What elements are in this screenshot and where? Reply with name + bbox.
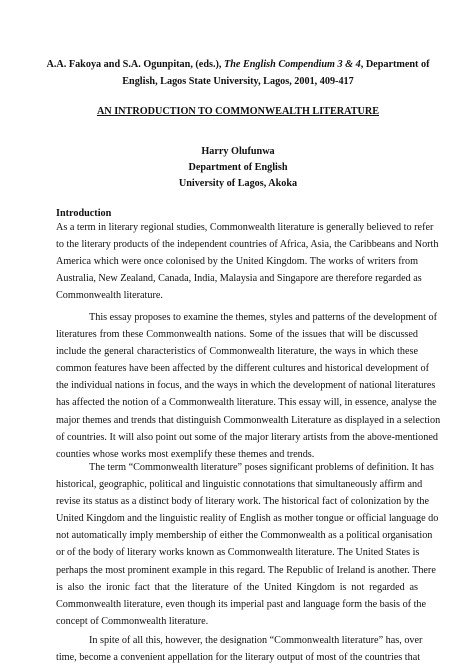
- paragraph-line: is also the ironic fact that the literature of the United Kingdom is not regarded as: [56, 581, 418, 593]
- paragraph-line: Commonwealth literature.: [56, 290, 163, 302]
- paragraph-line: time, become a convenient appellation for the literary output of most of the countries that: [56, 652, 421, 664]
- citation-line-2: English, Lagos State University, Lagos, 2001, 409-417: [122, 76, 354, 87]
- paragraph-line: common features have been affected by the different cultures and historical development of: [56, 363, 430, 375]
- paragraph-line: counties whose works most exemplify these themes and trends.: [56, 448, 315, 460]
- paragraph-line: In spite of all this, however, the designation “Commonwealth literature” has, over: [89, 635, 423, 646]
- paragraph-3: [56, 459, 439, 630]
- paragraph-1: [56, 219, 439, 304]
- citation-line-1: [36, 56, 440, 73]
- paragraph-line: Commonwealth literature, even though its imperial past and language form the basis of the: [56, 598, 427, 610]
- paragraph-line: or of the body of literary works known as Commonwealth literature. The United States is: [56, 547, 420, 559]
- citation-book-title: The English Compendium 3 & 4: [224, 59, 361, 70]
- paragraph-line: concept of Commonwealth literature.: [56, 615, 209, 627]
- paragraph-line: of countries. It will also point out some of the major literary artists from the above-mentioned: [56, 431, 438, 443]
- paragraph-line: revise its status as a distinct body of literary work. The historical fact of colonization by the: [56, 496, 429, 508]
- paragraph-line: perhaps the most prominent example in this regard. The Republic of Ireland is another. There: [56, 564, 436, 576]
- paragraph-line: The term “Commonwealth literature” poses significant problems of definition. It has: [89, 462, 434, 473]
- paragraph-line: not automatically imply membership of either the Commonwealth as a political organisation: [56, 530, 433, 542]
- paragraph-line: historical, geographic, political and linguistic connotations that simultaneously affirm and: [56, 479, 423, 491]
- citation-publisher-start: , Department of: [360, 59, 430, 70]
- paragraph-line: major themes and trends that distinguish Commonwealth Literature as displayed in a selection: [56, 414, 441, 426]
- paragraph-line: This essay proposes to examine the themes, styles and patterns of the development of: [89, 312, 437, 323]
- citation-header: [36, 56, 440, 90]
- author-department: Department of English: [188, 162, 288, 173]
- article-title: AN INTRODUCTION TO COMMONWEALTH LITERATURE: [96, 106, 380, 117]
- paragraph-2: [56, 309, 441, 463]
- paragraph-line: Australia, New Zealand, Canada, India, Malaysia and Singapore are therefore regarded as: [56, 273, 422, 285]
- paragraph-line: United Kingdom and the linguistic reality of English as mother tongue or official language do: [56, 513, 439, 525]
- paragraph-4: [56, 632, 423, 666]
- author-block: [36, 144, 440, 192]
- section-heading: Introduction: [56, 208, 112, 219]
- paragraph-line: has affected the notion of a Commonwealth literature. This essay will, in essence, analyse the: [56, 397, 437, 409]
- paragraph-line: literatures from these Commonwealth nations. Some of the issues that will be discussed: [56, 329, 418, 341]
- paragraph-line: As a term in literary regional studies, Commonwealth literature is generally believed to refer: [56, 222, 434, 233]
- author-university: University of Lagos, Akoka: [178, 178, 298, 189]
- paragraph-line: the individual nations in focus, and the ways in which the development of national literatures: [56, 380, 436, 392]
- citation-authors: A.A. Fakoya and S.A. Ogunpitan, (eds.),: [46, 59, 224, 70]
- paragraph-line: America which were once colonised by the United Kingdom. The works of writers from: [56, 256, 418, 268]
- paragraph-line: to the literary products of the independent countries of Africa, Asia, the Caribbeans and North: [56, 239, 439, 251]
- author-name: Harry Olufunwa: [201, 146, 275, 157]
- paragraph-line: include the general characteristics of Commonwealth literature, the ways in which these: [56, 346, 418, 358]
